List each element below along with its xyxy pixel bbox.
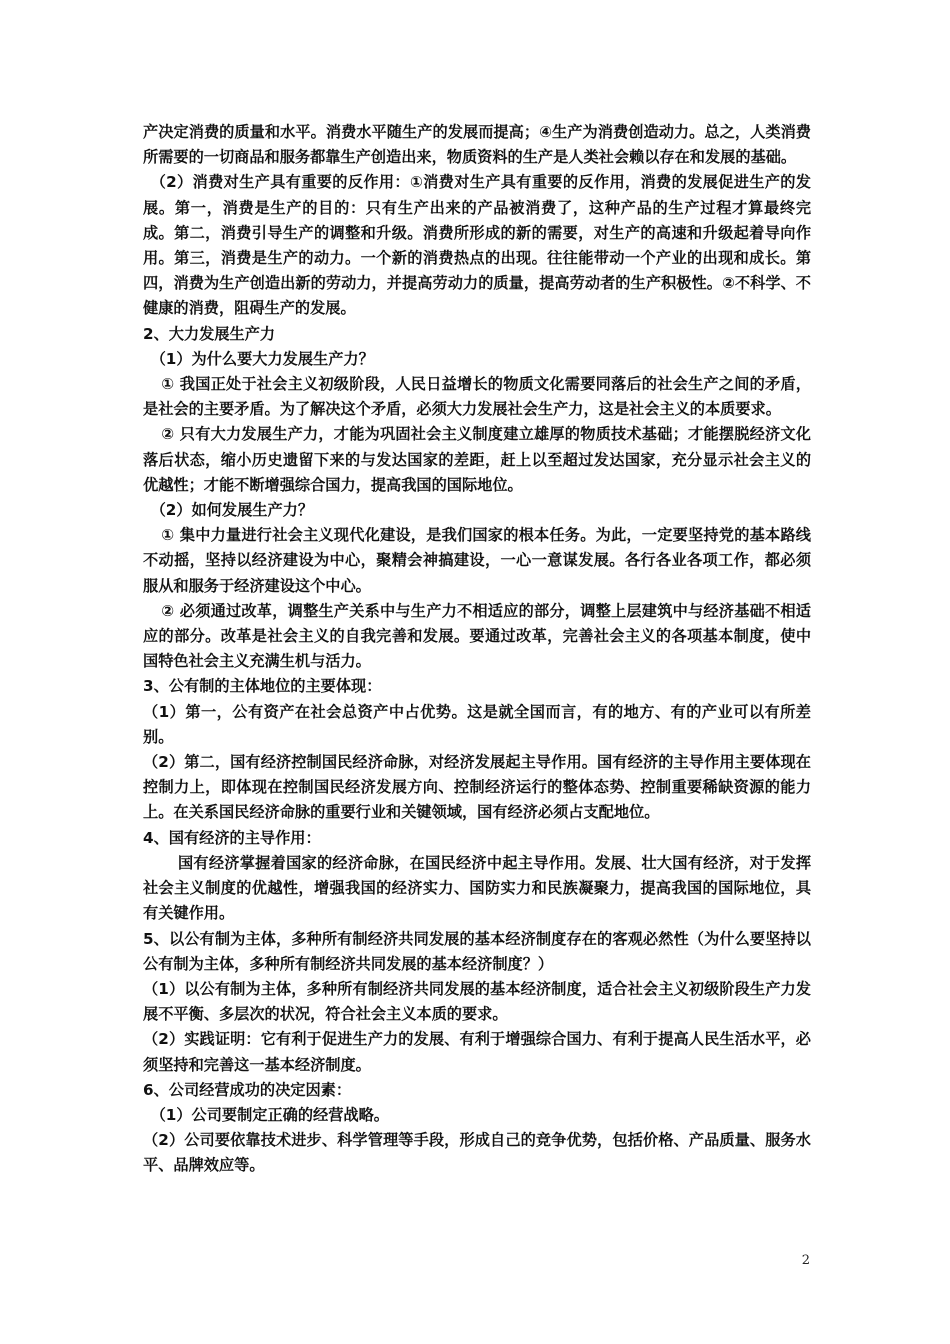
section-heading: 6、公司经营成功的决定因素： (143, 1080, 352, 1099)
paragraph: （1）第一，公有资产在社会总资产中占优势。这是就全国而言，有的地方、有的产业可以有所差别。 (143, 702, 811, 746)
subheading: （2）如何发展生产力？ (150, 501, 314, 520)
subheading: （1）为什么要大力发展生产力？ (150, 349, 374, 368)
paragraph: ① 集中力量进行社会主义现代化建设，是我们国家的根本任务。为此，一定要坚持党的基本路线不动摇，坚持以经济建设为中心，聚精会神搞建设，一心一意谋发展。各行各业各项工作，都必须服从和服务于经济建设这个中心。 (143, 526, 811, 595)
section-heading: 3、公有制的主体地位的主要体现： (143, 677, 382, 696)
paragraph: ① 我国正处于社会主义初级阶段，人民日益增长的物质文化需要同落后的社会生产之间的矛盾，是社会的主要矛盾。为了解决这个矛盾，必须大力发展社会生产力，这是社会主义的本质要求。 (143, 375, 811, 419)
paragraph: （1）公司要制定正确的经营战略。 (150, 1105, 389, 1124)
paragraph: （1）以公有制为主体，多种所有制经济共同发展的基本经济制度，适合社会主义初级阶段生产力发展不平衡、多层次的状况，符合社会主义本质的要求。 (143, 979, 811, 1024)
section-heading: 4、国有经济的主导作用： (143, 828, 321, 847)
section-heading: 2、大力发展生产力 (143, 324, 276, 343)
paragraph: （2）实践证明：它有利于促进生产力的发展、有利于增强综合国力、有利于提高人民生活水平，必须坚持和完善这一基本经济制度。 (143, 1030, 811, 1074)
paragraph: （2）公司要依靠技术进步、科学管理等手段，形成自己的竞争优势，包括价格、产品质量、服务水平、品牌效应等。 (143, 1131, 811, 1175)
paragraph: ② 只有大力发展生产力，才能为巩固社会主义制度建立雄厚的物质技术基础；才能摆脱经济文化落后状态，缩小历史遗留下来的与发达国家的差距，赶上以至超过发达国家，充分显示社会主义的优越性；才能不断增强综合国力，提高我国的国际地位。 (143, 425, 811, 494)
paragraph: 产决定消费的质量和水平。消费水平随生产的发展而提高；④生产为消费创造动力。总之，人类消费所需要的一切商品和服务都靠生产创造出来，物质资料的生产是人类社会赖以存在和发展的基础。 (143, 123, 811, 167)
paragraph: （2）第二，国有经济控制国民经济命脉，对经济发展起主导作用。国有经济的主导作用主要体现在控制力上，即体现在控制国民经济发展方向、控制经济运行的整体态势、控制重要稀缺资源的能力上。在关系国民经济命脉的重要行业和关键领域，国有经济必须占支配地位。 (143, 753, 811, 822)
page-number: 2 (801, 1253, 810, 1268)
paragraph: ② 必须通过改革，调整生产关系中与生产力不相适应的部分，调整上层建筑中与经济基础不相适应的部分。改革是社会主义的自我完善和发展。要通过改革，完善社会主义的各项基本制度，使中国特色社会主义充满生机与活力。 (143, 601, 811, 671)
paragraph: 国有经济掌握着国家的经济命脉，在国民经济中起主导作用。发展、壮大国有经济，对于发挥社会主义制度的优越性，增强我国的经济实力、国防实力和民族凝聚力，提高我国的国际地位，具有关键作用。 (143, 853, 811, 923)
paragraph: （2）消费对生产具有重要的反作用：①消费对生产具有重要的反作用，消费的发展促进生产的发展。第一，消费是生产的目的：只有生产出来的产品被消费了，这种产品的生产过程才算最终完成。第二，消费引导生产的调整和升级。消费所形成的新的需要，对生产的高速和升级起着导向作用。第三，消费是生产的动力。一个新的消费热点的出现。往往能带动一个产业的出现和成长。第四，消费为生产创造出新的劳动力，并提高劳动力的质量，提高劳动者的生产积极性。②不科学、不健康的消费，阻碍生产的发展。 (143, 173, 811, 318)
document-body (143, 120, 811, 1179)
section-heading: 5、以公有制为主体，多种所有制经济共同发展的基本经济制度存在的客观必然性（为什么要坚持以公有制为主体，多种所有制经济共同发展的基本经济制度？） (143, 929, 811, 973)
